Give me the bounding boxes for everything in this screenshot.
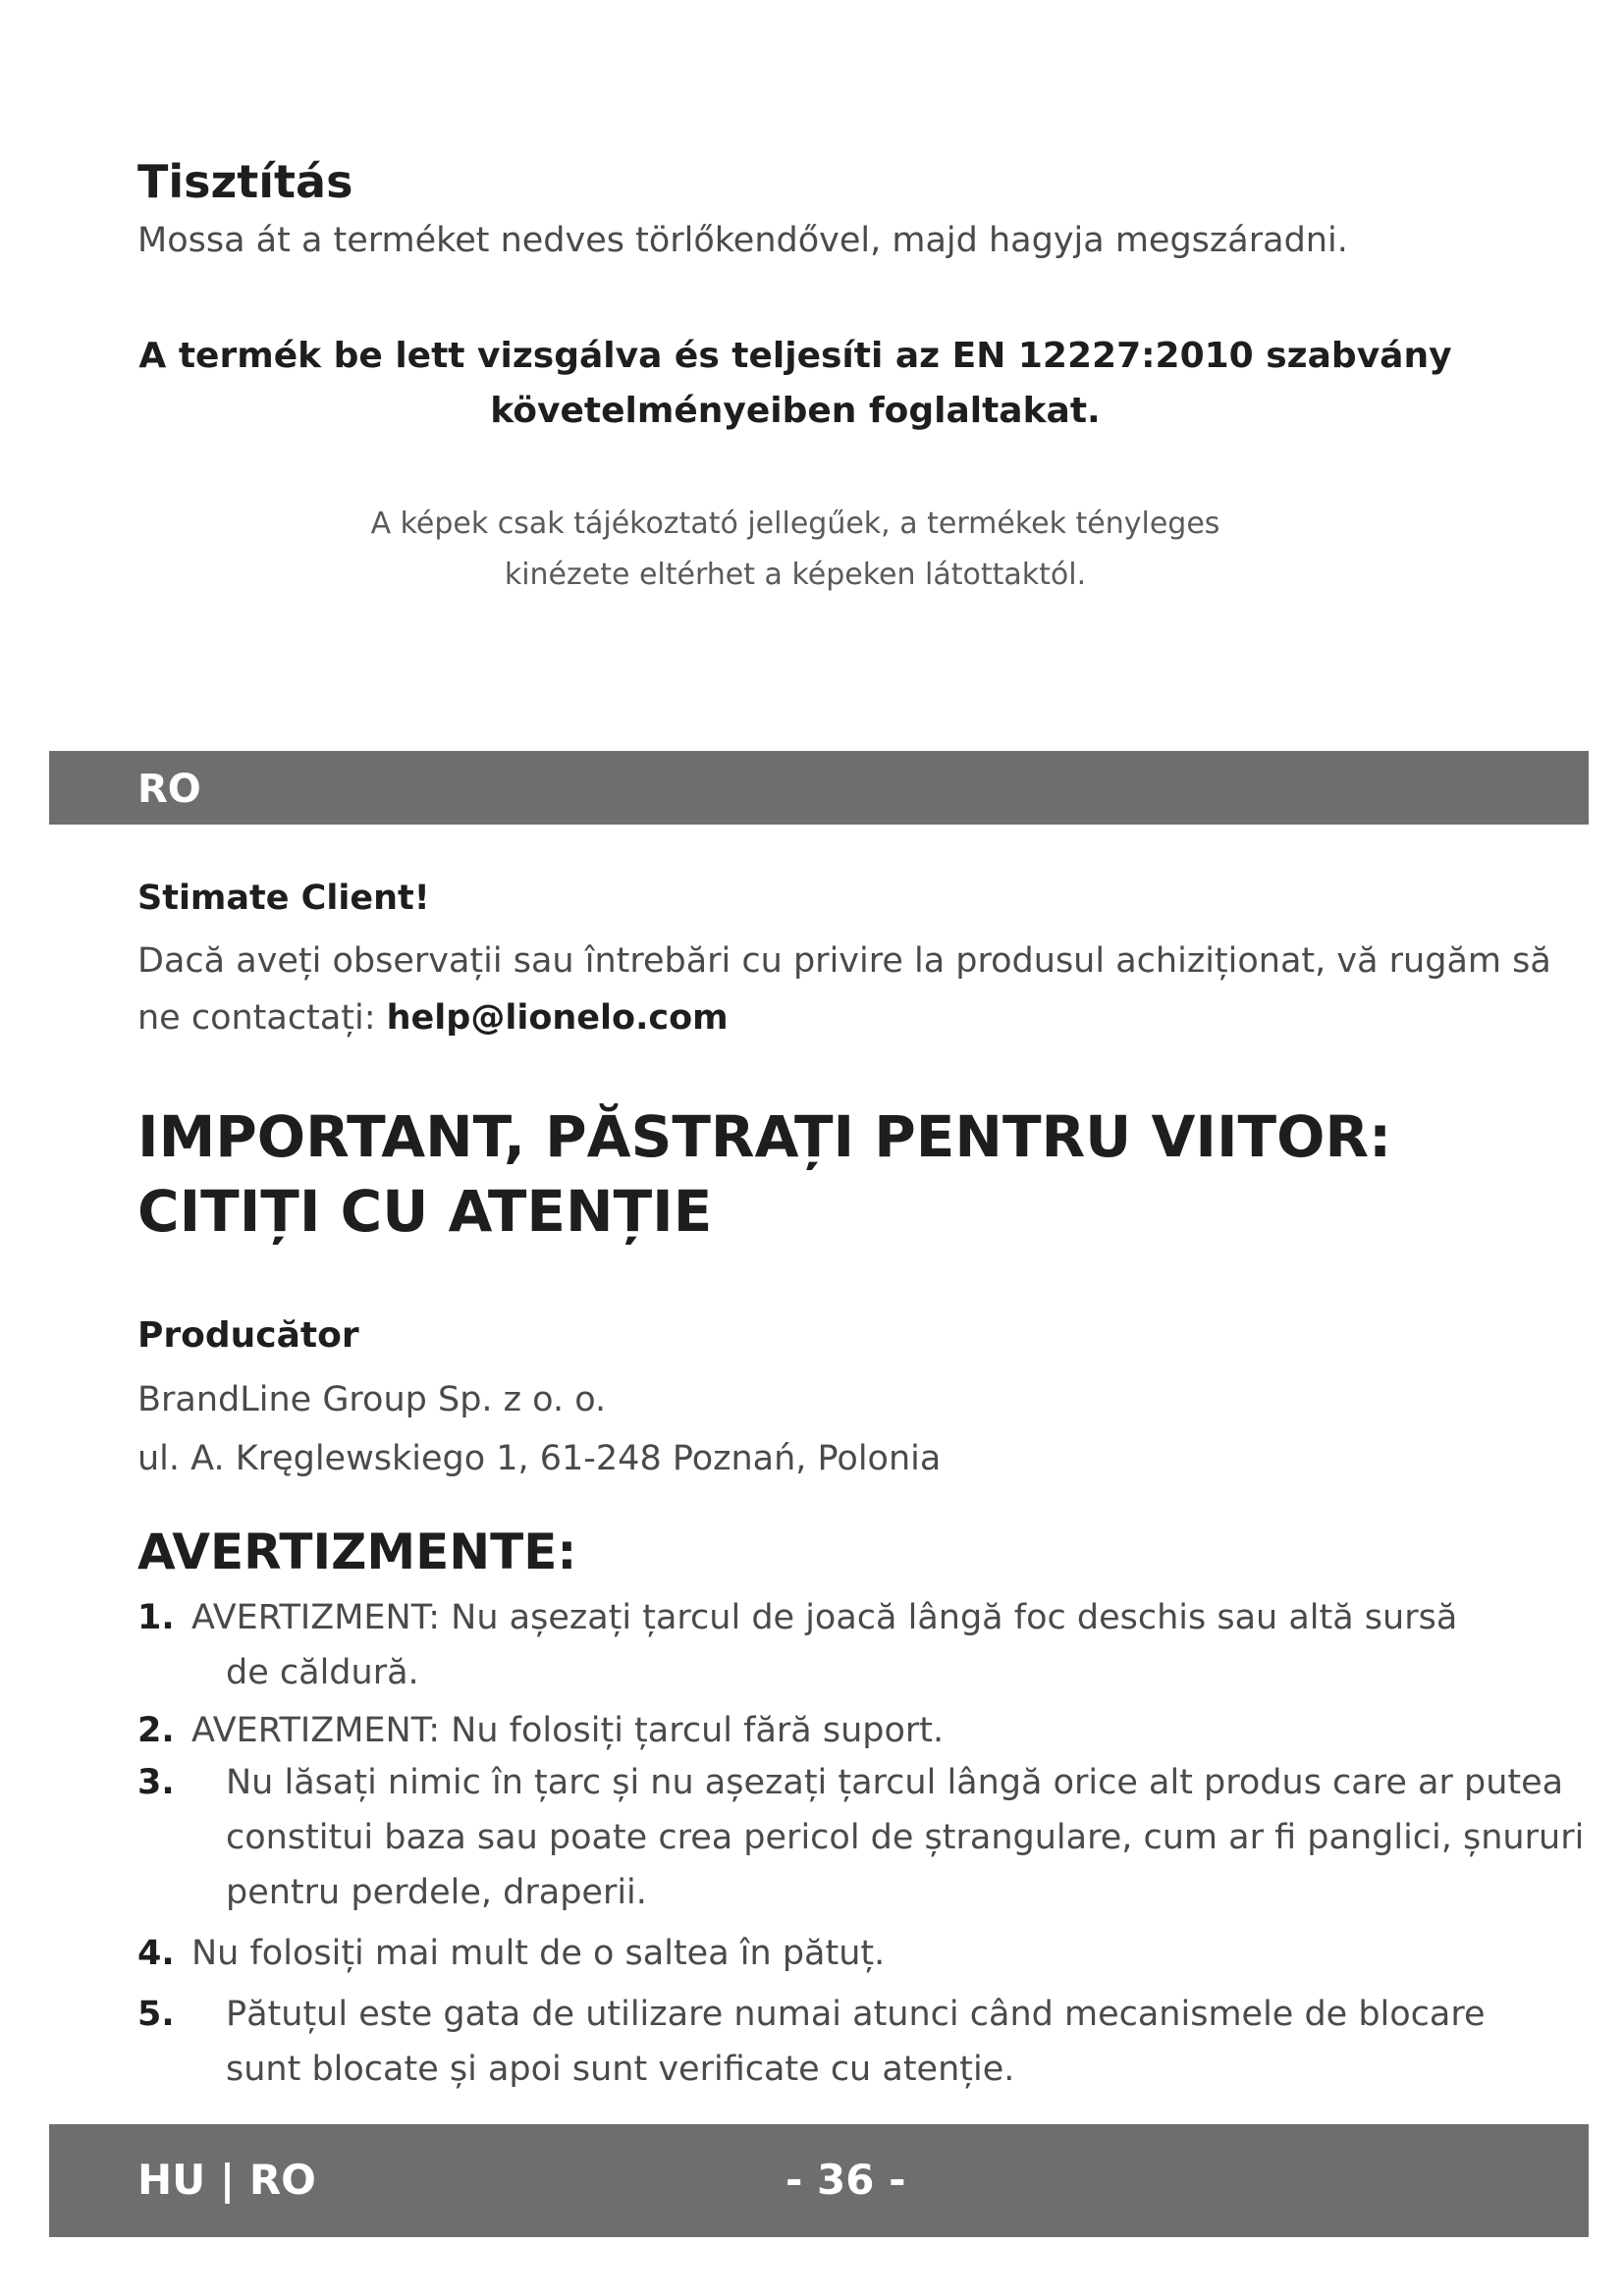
headline-line: CITIȚI CU ATENȚIE xyxy=(137,1178,713,1245)
warning-number: 2. xyxy=(137,1711,175,1750)
headline-line: IMPORTANT, PĂSTRAȚI PENTRU VIITOR: xyxy=(137,1103,1392,1170)
producer-info xyxy=(137,1370,941,1488)
warning-number: 3. xyxy=(137,1763,175,1802)
image-disclaimer xyxy=(236,499,1355,601)
intro-line: Dacă aveți observații sau întrebări cu privire la produsul achiziționat, vă rugăm să xyxy=(137,941,1551,981)
producer-address: ul. A. Kręglewskiego 1, 61-248 Poznań, Polonia xyxy=(137,1439,942,1478)
producer-name: BrandLine Group Sp. z o. o. xyxy=(137,1380,607,1419)
footer-languages: HU | RO xyxy=(137,2156,316,2204)
warning-text: constitui baza sau poate crea pericol de ștrangulare, cum ar fi panglici, șnururi xyxy=(226,1818,1585,1857)
warning-number: 1. xyxy=(137,1598,175,1637)
disclaimer-line: A képek csak tájékoztató jellegűek, a termékek tényleges xyxy=(370,507,1220,541)
cleaning-text: Mossa át a terméket nedves törlőkendővel, majd hagyja megszáradni. xyxy=(137,221,1348,260)
warning-text: Nu folosiți mai mult de o saltea în pătuț. xyxy=(191,1934,886,1973)
warning-text: AVERTIZMENT: Nu așezați țarcul de joacă lângă foc deschis sau altă sursă xyxy=(191,1598,1458,1637)
warning-text: de căldură. xyxy=(226,1653,419,1692)
compliance-line: követelményeiben foglaltakat. xyxy=(490,391,1101,431)
warning-text: Nu lăsați nimic în țarc și nu așezați țarcul lângă orice alt produs care ar putea xyxy=(226,1763,1564,1802)
section-title-cleaning: Tisztítás xyxy=(137,155,353,208)
contact-email-link[interactable]: help@lionelo.com xyxy=(386,998,729,1038)
warning-text: pentru perdele, draperii. xyxy=(226,1873,647,1912)
warning-text: Pătuțul este gata de utilizare numai atunci când mecanismele de blocare xyxy=(226,1995,1486,2034)
producer-title: Producător xyxy=(137,1315,359,1356)
greeting: Stimate Client! xyxy=(137,879,430,918)
warning-number: 4. xyxy=(137,1934,175,1973)
page-footer xyxy=(49,2124,1589,2237)
compliance-statement xyxy=(137,329,1453,439)
language-label: RO xyxy=(137,767,201,812)
disclaimer-line: kinézete eltérhet a képeken látottaktól. xyxy=(504,558,1087,592)
warning-number: 5. xyxy=(137,1995,175,2034)
warning-text: AVERTIZMENT: Nu folosiți țarcul fără suport. xyxy=(191,1711,945,1750)
contact-intro xyxy=(137,933,1581,1046)
important-headline xyxy=(137,1099,1391,1249)
warning-text: sunt blocate și apoi sunt verificate cu atenție. xyxy=(226,2050,1015,2089)
warnings-title: AVERTIZMENTE: xyxy=(137,1523,577,1580)
compliance-line: A termék be lett vizsgálva és teljesíti az EN 12227:2010 szabvány xyxy=(138,336,1452,376)
intro-line xyxy=(137,989,1581,1046)
intro-prefix: ne contactați: xyxy=(137,998,387,1038)
page-number: - 36 - xyxy=(785,2156,906,2204)
language-section-bar xyxy=(49,751,1589,825)
